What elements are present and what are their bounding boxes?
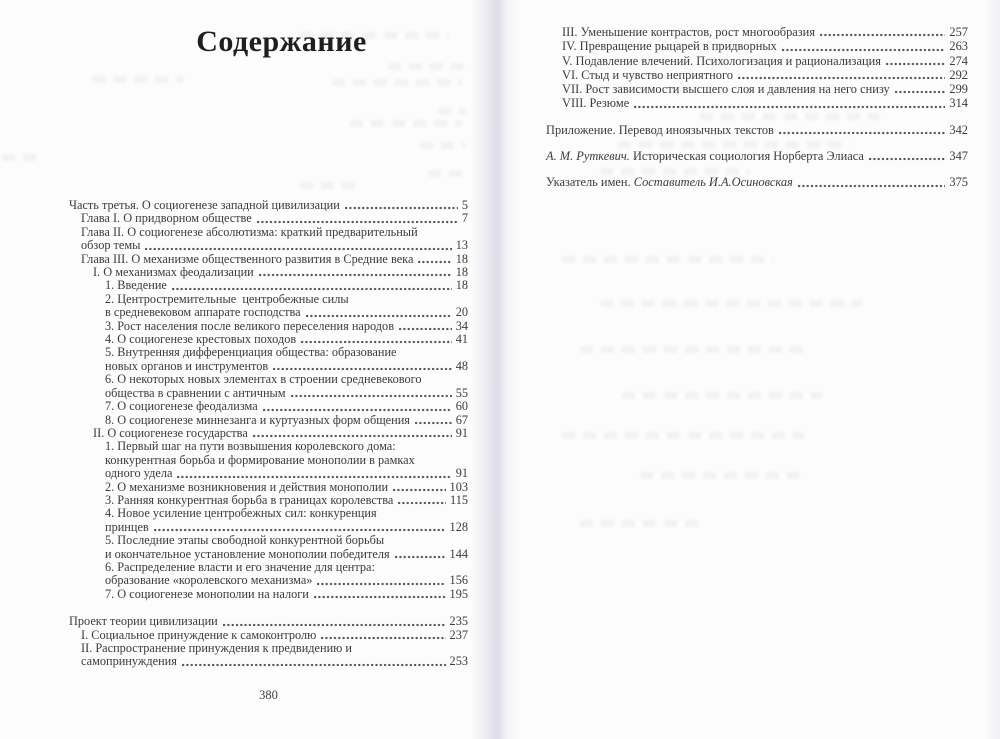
bleedthrough-artifact — [562, 432, 804, 439]
toc-entry-text: V. Подавление влечений. Психологизация и рационализация — [562, 53, 881, 68]
toc-entry-text: 4. О социогенезе крестовых походов — [105, 332, 297, 347]
toc-entry-text: 4. Новое усиление центробежных сил: конкуренция — [105, 506, 377, 521]
toc-page-ref: 314 — [949, 96, 968, 111]
toc-entry-text: Приложение. Перевод иноязычных текстов — [546, 122, 774, 137]
toc-page-ref: 41 — [455, 332, 468, 347]
toc-page-ref: 67 — [455, 412, 468, 427]
toc-entry — [69, 373, 468, 400]
toc-entry-text: 3. Рост населения после великого переселения народов — [105, 318, 395, 333]
dot-leader — [145, 247, 451, 251]
toc-entry-text: II. Распространение принуждения к предвидению и — [81, 641, 353, 655]
toc-entry — [69, 588, 468, 601]
toc-entry — [69, 333, 468, 346]
dot-leader — [257, 220, 458, 224]
dot-leader — [886, 62, 945, 66]
dot-leader — [418, 260, 451, 264]
toc-page-ref: 60 — [455, 399, 468, 414]
toc-entry-text: 6. О некоторых новых элементах в строении средневекового — [105, 372, 422, 387]
toc-entry-text: А. М. Руткевич. Историческая социология Норберта Элиаса — [546, 149, 864, 164]
toc-page-ref: 48 — [455, 358, 468, 373]
toc-entry — [69, 253, 468, 266]
toc-entry — [546, 54, 968, 68]
toc-entry-text: 8. О социогенезе миннезанга и куртуазных форм общения — [105, 412, 410, 427]
page-edge-shadow — [984, 0, 1000, 739]
toc-entry-text: Часть третья. О социогенезе западной цивилизации — [69, 198, 340, 212]
bleedthrough-artifact — [580, 520, 702, 527]
toc-page-ref: 18 — [455, 251, 468, 266]
dot-leader — [634, 105, 945, 109]
bleedthrough-artifact — [2, 154, 38, 161]
dot-leader — [253, 434, 452, 438]
toc-page-ref: 144 — [449, 546, 468, 561]
toc-entry — [69, 494, 468, 507]
toc-page-ref: 5 — [461, 198, 468, 212]
toc-entry — [546, 39, 968, 53]
dot-leader — [321, 636, 445, 640]
toc-entry-text: Глава I. О придворном обществе — [81, 211, 252, 226]
toc-page-ref: 128 — [449, 519, 468, 534]
toc-entry — [69, 615, 468, 628]
dot-leader — [263, 408, 452, 412]
dot-leader — [798, 184, 946, 188]
bleedthrough-artifact — [580, 346, 810, 353]
toc-title: Содержание — [196, 25, 367, 58]
toc-page-ref: 342 — [949, 122, 968, 137]
toc-page-ref: 103 — [449, 479, 468, 494]
toc-entry — [546, 123, 968, 137]
toc-entry-text: и окончательное установление монополии победителя — [105, 546, 390, 561]
toc-page-ref: 263 — [949, 39, 968, 54]
page-number: 380 — [259, 688, 278, 702]
toc-page-ref: 195 — [449, 586, 468, 601]
toc-page-ref: 91 — [455, 425, 468, 440]
toc-entry — [69, 642, 468, 669]
toc-entry-text: VIII. Резюме — [562, 96, 630, 111]
toc-page-ref: 115 — [450, 492, 468, 507]
toc-list-left — [69, 199, 468, 669]
toc-entry-text: II. О социогенезе государства — [93, 425, 248, 440]
toc-entry-text: VI. Стыд и чувство неприятного — [562, 67, 733, 82]
toc-entry — [69, 561, 468, 588]
toc-entry-text: конкурентная борьба и формирование монополии в рамках — [105, 452, 415, 467]
toc-entry — [69, 534, 468, 561]
toc-entry — [546, 82, 968, 96]
toc-page-ref: 7 — [461, 211, 468, 226]
toc-entry — [546, 149, 968, 163]
toc-entry — [69, 266, 468, 279]
dot-leader — [259, 273, 452, 277]
dot-leader — [782, 48, 946, 52]
toc-entry — [69, 226, 468, 253]
toc-entry-text: 5. Внутренняя дифференциация общества: образование — [105, 345, 397, 360]
toc-entry-text: Проект теории цивилизации — [69, 614, 218, 629]
toc-entry — [69, 400, 468, 413]
toc-page-ref: 299 — [949, 82, 968, 97]
bleedthrough-artifact — [562, 256, 774, 263]
toc-entry-text: Глава II. О социогенезе абсолютизма: краткий предварительный — [81, 224, 418, 239]
toc-entry-text: одного удела — [105, 466, 173, 481]
toc-page-ref: 20 — [455, 305, 468, 320]
toc-entry-text: обзор темы — [81, 238, 141, 253]
dot-leader — [182, 663, 446, 667]
dot-leader — [738, 76, 945, 80]
toc-page-ref: 91 — [455, 466, 468, 481]
dot-leader — [306, 314, 452, 318]
page-gutter-shadow — [472, 0, 520, 739]
dot-leader — [393, 488, 446, 492]
toc-entry-text: IV. Превращение рыцарей в придворных — [562, 39, 777, 54]
toc-entry-text: I. Социальное принуждение к самоконтролю — [81, 627, 317, 642]
toc-entry — [546, 68, 968, 82]
toc-entry-text: в средневековом аппарате господства — [105, 305, 301, 320]
toc-entry — [546, 96, 968, 110]
toc-entry-text: 1. Первый шаг на пути возвышения королевского дома: — [105, 439, 396, 454]
dot-leader — [291, 394, 452, 398]
toc-page-ref: 13 — [455, 238, 468, 253]
toc-entry-text: 1. Введение — [105, 278, 167, 293]
bleedthrough-artifact — [622, 392, 822, 399]
dot-leader — [869, 157, 946, 161]
dot-leader — [820, 33, 945, 37]
dot-leader — [399, 327, 452, 331]
toc-entry-text: самопринуждения — [81, 654, 177, 669]
dot-leader — [154, 528, 446, 532]
toc-page-ref: 18 — [455, 265, 468, 280]
toc-page-ref: 156 — [449, 573, 468, 588]
toc-page-ref: 292 — [949, 67, 968, 82]
toc-entry — [69, 279, 468, 292]
dot-leader — [345, 206, 458, 210]
dot-leader — [177, 475, 451, 479]
toc-entry-text: Указатель имен. Составитель И.А.Осиновская — [546, 175, 793, 190]
toc-page-ref: 18 — [455, 278, 468, 293]
toc-entry — [69, 293, 468, 320]
toc-entry-text: III. Уменьшение контрастов, рост многообразия — [562, 25, 816, 39]
toc-entry-text: образование «королевского механизма» — [105, 573, 313, 588]
toc-entry — [69, 320, 468, 333]
toc-entry — [69, 507, 468, 534]
toc-page-ref: 274 — [949, 53, 968, 68]
dot-leader — [398, 501, 446, 505]
dot-leader — [415, 421, 452, 425]
toc-entry — [69, 440, 468, 480]
toc-entry — [69, 414, 468, 427]
bleedthrough-artifact — [640, 472, 800, 479]
toc-entry-text: 2. О механизме возникновения и действия монополии — [105, 479, 389, 494]
toc-entry-text: I. О механизмах феодализации — [93, 265, 254, 280]
toc-list-right — [546, 25, 968, 190]
bleedthrough-artifact — [350, 120, 462, 127]
bleedthrough-artifact — [438, 108, 466, 115]
toc-page-ref: 235 — [449, 614, 468, 629]
dot-leader — [395, 555, 446, 559]
toc-entry-text: 6. Распределение власти и его значение для центра: — [105, 559, 375, 574]
toc-page-ref: 347 — [949, 149, 968, 164]
bleedthrough-artifact — [420, 142, 466, 149]
toc-entry-text: 7. О социогенезе феодализма — [105, 399, 258, 414]
toc-entry — [69, 199, 468, 212]
dot-leader — [273, 367, 452, 371]
toc-entry — [69, 629, 468, 642]
toc-entry-text: принцев — [105, 519, 149, 534]
toc-entry-text: 3. Ранняя конкурентная борьба в границах королевства — [105, 492, 394, 507]
dot-leader — [779, 131, 946, 135]
toc-entry — [69, 346, 468, 373]
dot-leader — [317, 582, 445, 586]
bleedthrough-artifact — [92, 76, 184, 83]
toc-page-ref: 237 — [449, 627, 468, 642]
toc-entry — [546, 25, 968, 39]
toc-page-ref: 253 — [449, 654, 468, 669]
toc-entry-text: 2. Центростремительные центробежные силы — [105, 291, 349, 306]
toc-entry — [69, 481, 468, 494]
toc-page-ref: 55 — [455, 385, 468, 400]
toc-entry — [69, 212, 468, 225]
bleedthrough-artifact — [388, 63, 466, 70]
toc-entry — [69, 427, 468, 440]
toc-page-ref: 257 — [949, 25, 968, 39]
dot-leader — [172, 287, 452, 291]
toc-entry-text: Глава III. О механизме общественного развития в Средние века — [81, 251, 414, 266]
dot-leader — [301, 340, 452, 344]
dot-leader — [314, 595, 446, 599]
toc-entry-text: новых органов и инструментов — [105, 358, 269, 373]
toc-entry-text: общества в сравнении с античным — [105, 385, 286, 400]
toc-entry-text: VII. Рост зависимости высшего слоя и давления на него снизу — [562, 82, 890, 97]
toc-page-ref: 375 — [949, 175, 968, 190]
bleedthrough-artifact — [428, 170, 468, 177]
bleedthrough-artifact — [332, 79, 462, 86]
toc-entry-text: 7. О социогенезе монополии на налоги — [105, 586, 309, 601]
toc-entry-text: 5. Последние этапы свободной конкурентной борьбы — [105, 533, 385, 548]
toc-page-ref: 34 — [455, 318, 468, 333]
bleedthrough-artifact — [600, 300, 862, 307]
dot-leader — [223, 623, 446, 627]
bleedthrough-artifact — [300, 182, 362, 189]
toc-entry — [546, 175, 968, 189]
dot-leader — [895, 90, 946, 94]
